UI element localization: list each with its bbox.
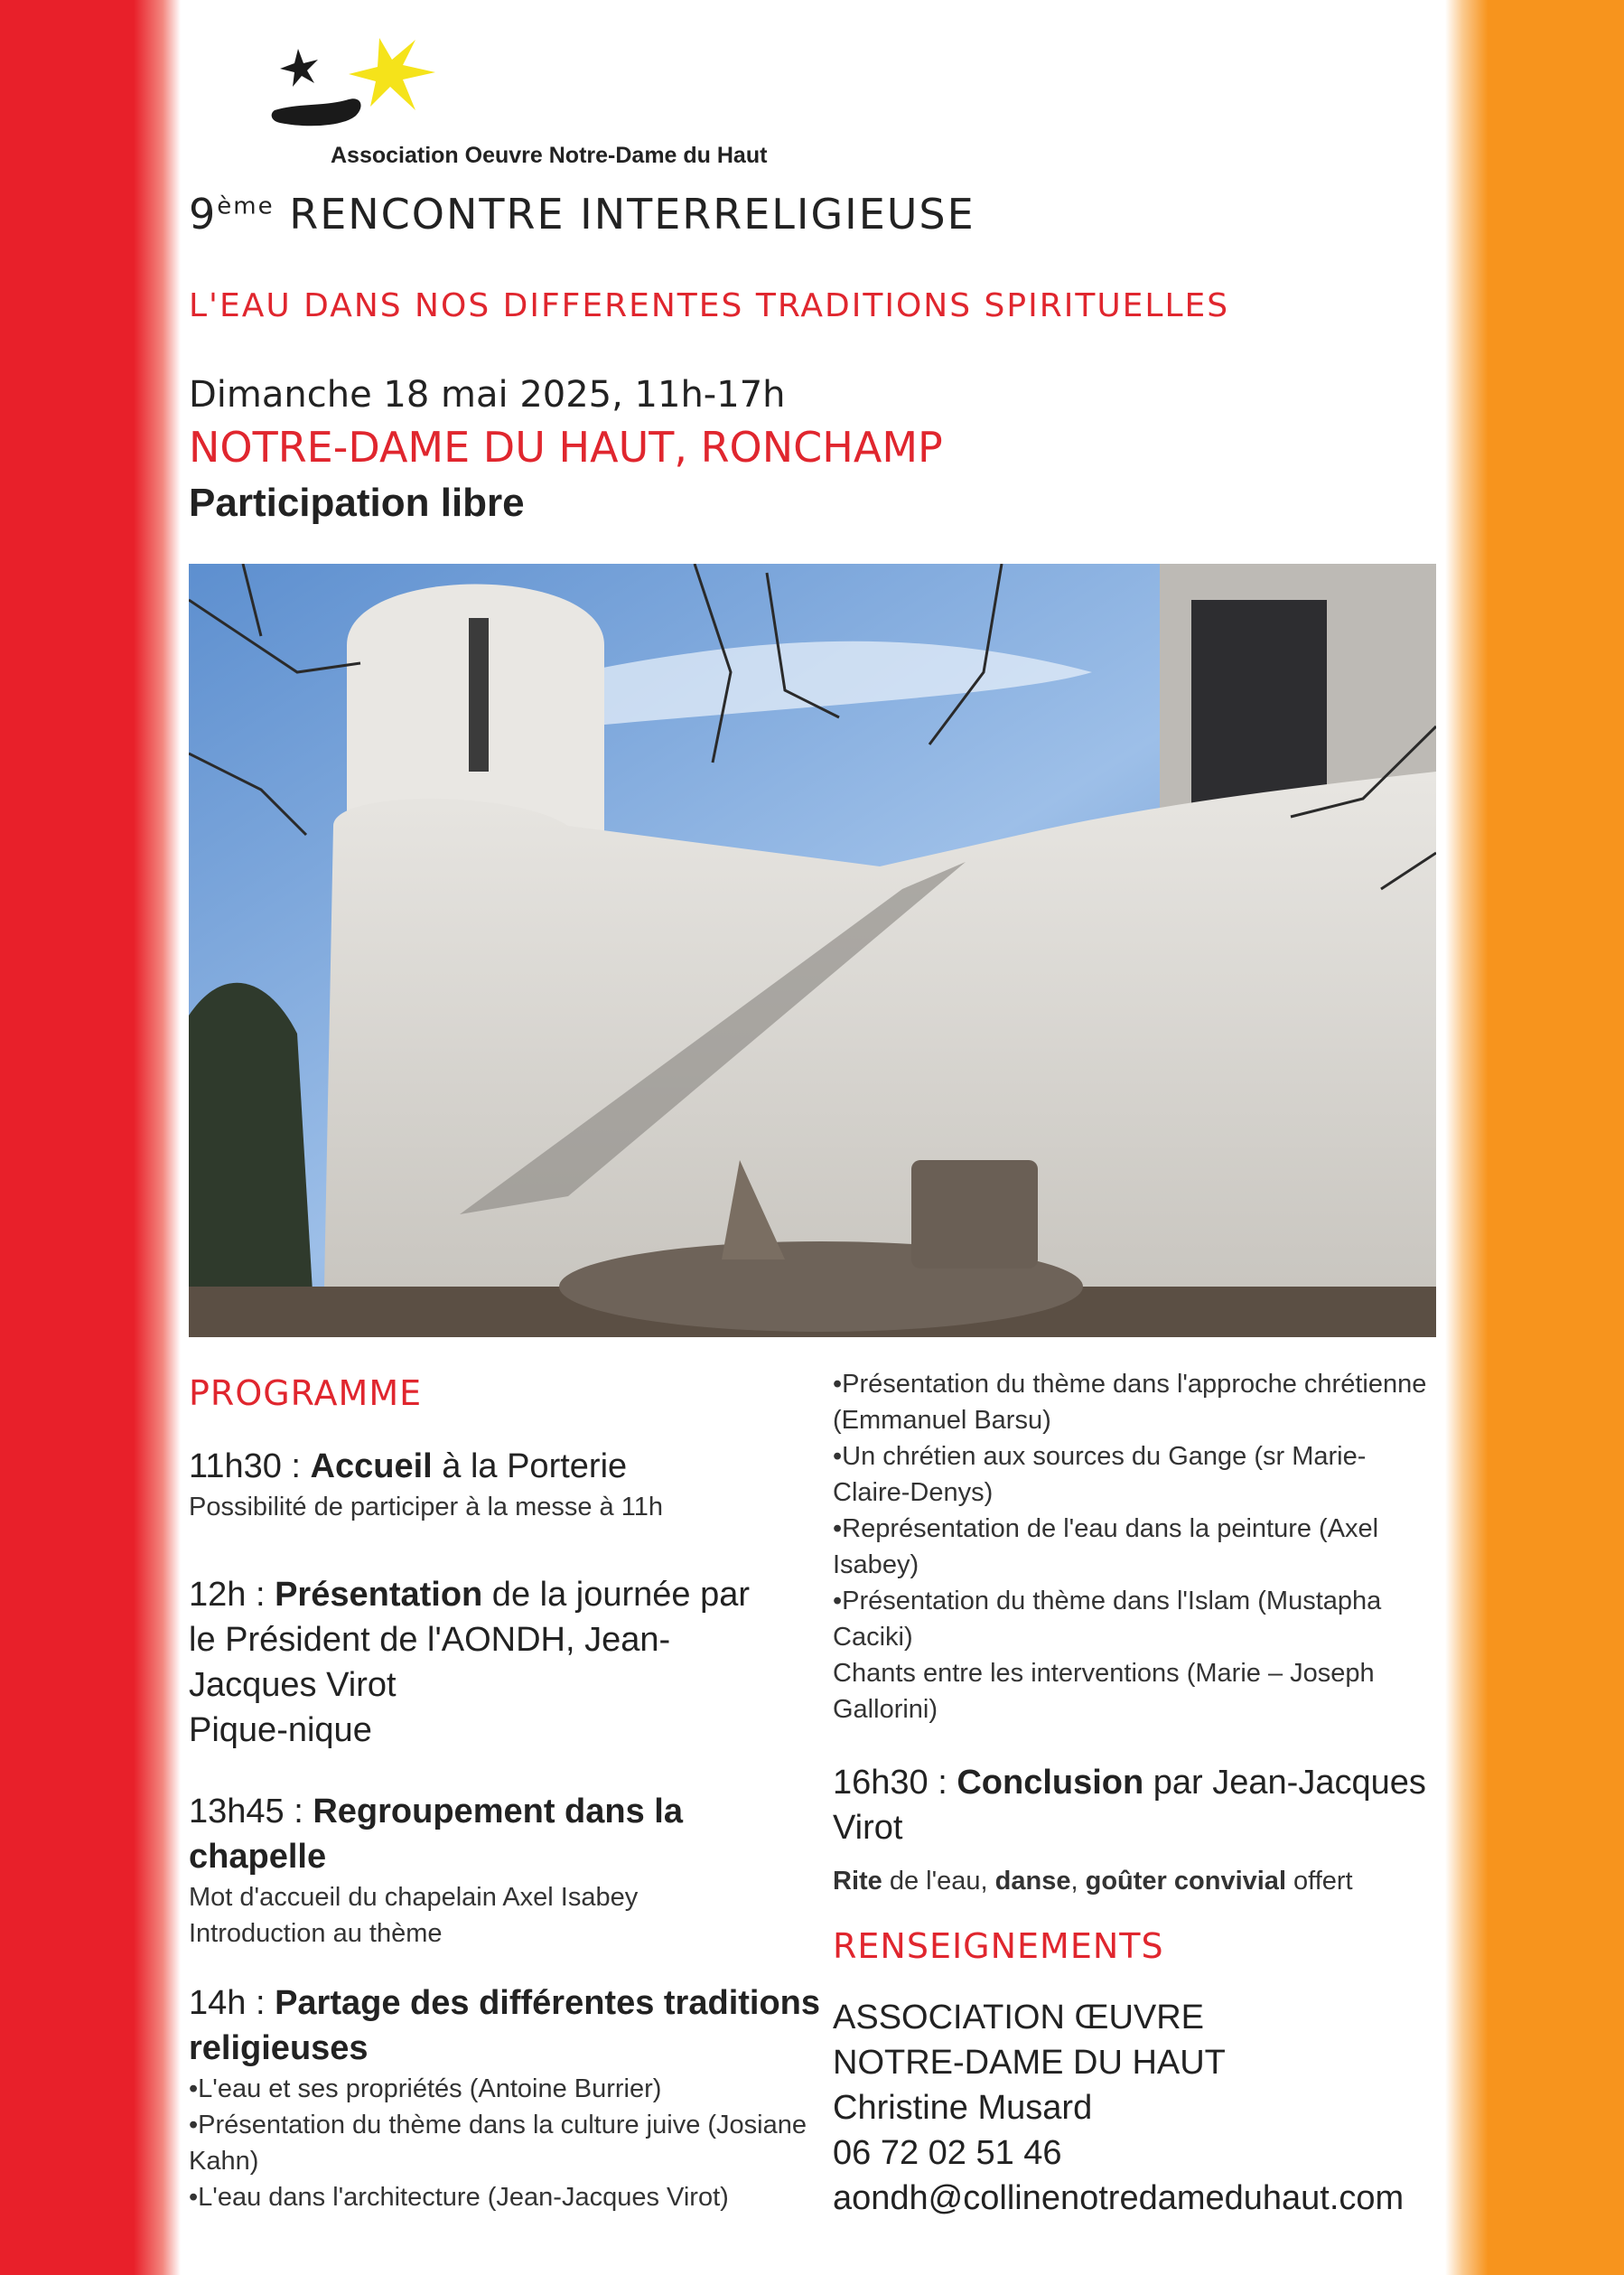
list-item: •Présentation du thème dans la culture juive (Josiane Kahn) [189,2111,807,2176]
edition-title [189,190,975,239]
contact-org-1: ASSOCIATION ŒUVRE [833,1999,1205,2036]
rite-bold-1: Rite [833,1867,882,1896]
rite-text-2: , [1070,1867,1086,1896]
list-item: •L'eau dans l'architecture (Jean-Jacques Virot) [189,2183,729,2212]
rite-text-3: offert [1286,1867,1353,1896]
accueil-line [189,1444,785,1489]
edition-suffix: ème [217,192,275,220]
left-red-band [0,0,181,2275]
contact-email[interactable]: aondh@collinenotredameduhaut.com [833,2179,1405,2217]
presentation-block [189,1572,785,1753]
accueil-block [189,1444,785,1525]
activity-label: Regroupement dans la chapelle [189,1793,683,1876]
list-item: •Représentation de l'eau dans la peinture (Axel Isabey) [833,1514,1379,1579]
rite-line [833,1863,1436,1899]
programme-heading: PROGRAMME [189,1373,423,1413]
right-orange-band [1445,0,1624,2275]
association-logo [271,33,452,139]
regroupement-note-2: Introduction au thème [189,1919,443,1948]
regroupement-block [189,1789,785,1952]
contact-block [833,1995,1404,2221]
event-theme: L'EAU DANS NOS DIFFERENTES TRADITIONS SPIRITUELLES [189,287,1230,324]
activity-label: Présentation [275,1576,483,1614]
participation-note: Participation libre [189,481,525,525]
rite-bold-3: goûter convivial [1085,1867,1286,1896]
presentation-line [189,1572,785,1708]
list-item: •L'eau et ses propriétés (Antoine Burrier) [189,2074,662,2103]
contact-name: Christine Musard [833,2089,1093,2127]
picnic-line: Pique-nique [189,1711,372,1749]
activity-detail: par Jean-Jacques Virot [833,1764,1426,1847]
edition-number: 9 [189,190,218,239]
black-stroke-icon [272,98,361,126]
association-name: Association Oeuvre Notre-Dame du Haut [331,143,768,168]
conclusion-block [833,1760,1436,1899]
activity-label: Accueil [310,1447,433,1485]
list-item: •Un chrétien aux sources du Gange (sr Marie-Claire-Denys) [833,1442,1367,1507]
time-label: 16h30 : [833,1764,957,1802]
time-label: 14h : [189,1984,275,2022]
renseignements-heading: RENSEIGNEMENTS [833,1926,1164,1966]
list-item: •Présentation du thème dans l'approche chrétienne (Emmanuel Barsu) [833,1370,1427,1435]
list-item: Chants entre les interventions (Marie – Joseph Gallorini) [833,1659,1375,1724]
rencontre-label: RENCONTRE INTERRELIGIEUSE [289,190,975,239]
list-item: •Présentation du thème dans l'Islam (Mustapha Caciki) [833,1587,1382,1652]
event-place: NOTRE-DAME DU HAUT, RONCHAMP [189,423,943,472]
chapel-photo [189,564,1436,1337]
black-star-icon [280,49,318,87]
regroupement-note-1: Mot d'accueil du chapelain Axel Isabey [189,1883,639,1912]
time-label: 13h45 : [189,1793,313,1830]
contact-phone: 06 72 02 51 46 [833,2134,1062,2172]
activity-detail: à la Porterie [432,1447,628,1485]
partage-block [189,1980,821,2215]
accueil-note: Possibilité de participer à la messe à 11h [189,1493,663,1521]
programme-column-2 [833,1366,1436,1727]
regroupement-line [189,1789,785,1879]
time-label: 11h30 : [189,1447,311,1485]
contact-org-2: NOTRE-DAME DU HAUT [833,2044,1226,2082]
time-label: 12h : [189,1576,275,1614]
partage-line [189,1980,821,2071]
yellow-star-icon [349,38,435,110]
conclusion-line [833,1760,1436,1850]
activity-detail: de la journée par le Président de l'AONDH, Jean-Jacques Virot [189,1576,751,1704]
activity-label: Conclusion [957,1764,1144,1802]
rite-text-1: de l'eau, [882,1867,995,1896]
activity-label: Partage des différentes traditions religieuses [189,1984,821,2067]
rite-bold-2: danse [994,1867,1071,1896]
event-date: Dimanche 18 mai 2025, 11h-17h [189,374,786,416]
